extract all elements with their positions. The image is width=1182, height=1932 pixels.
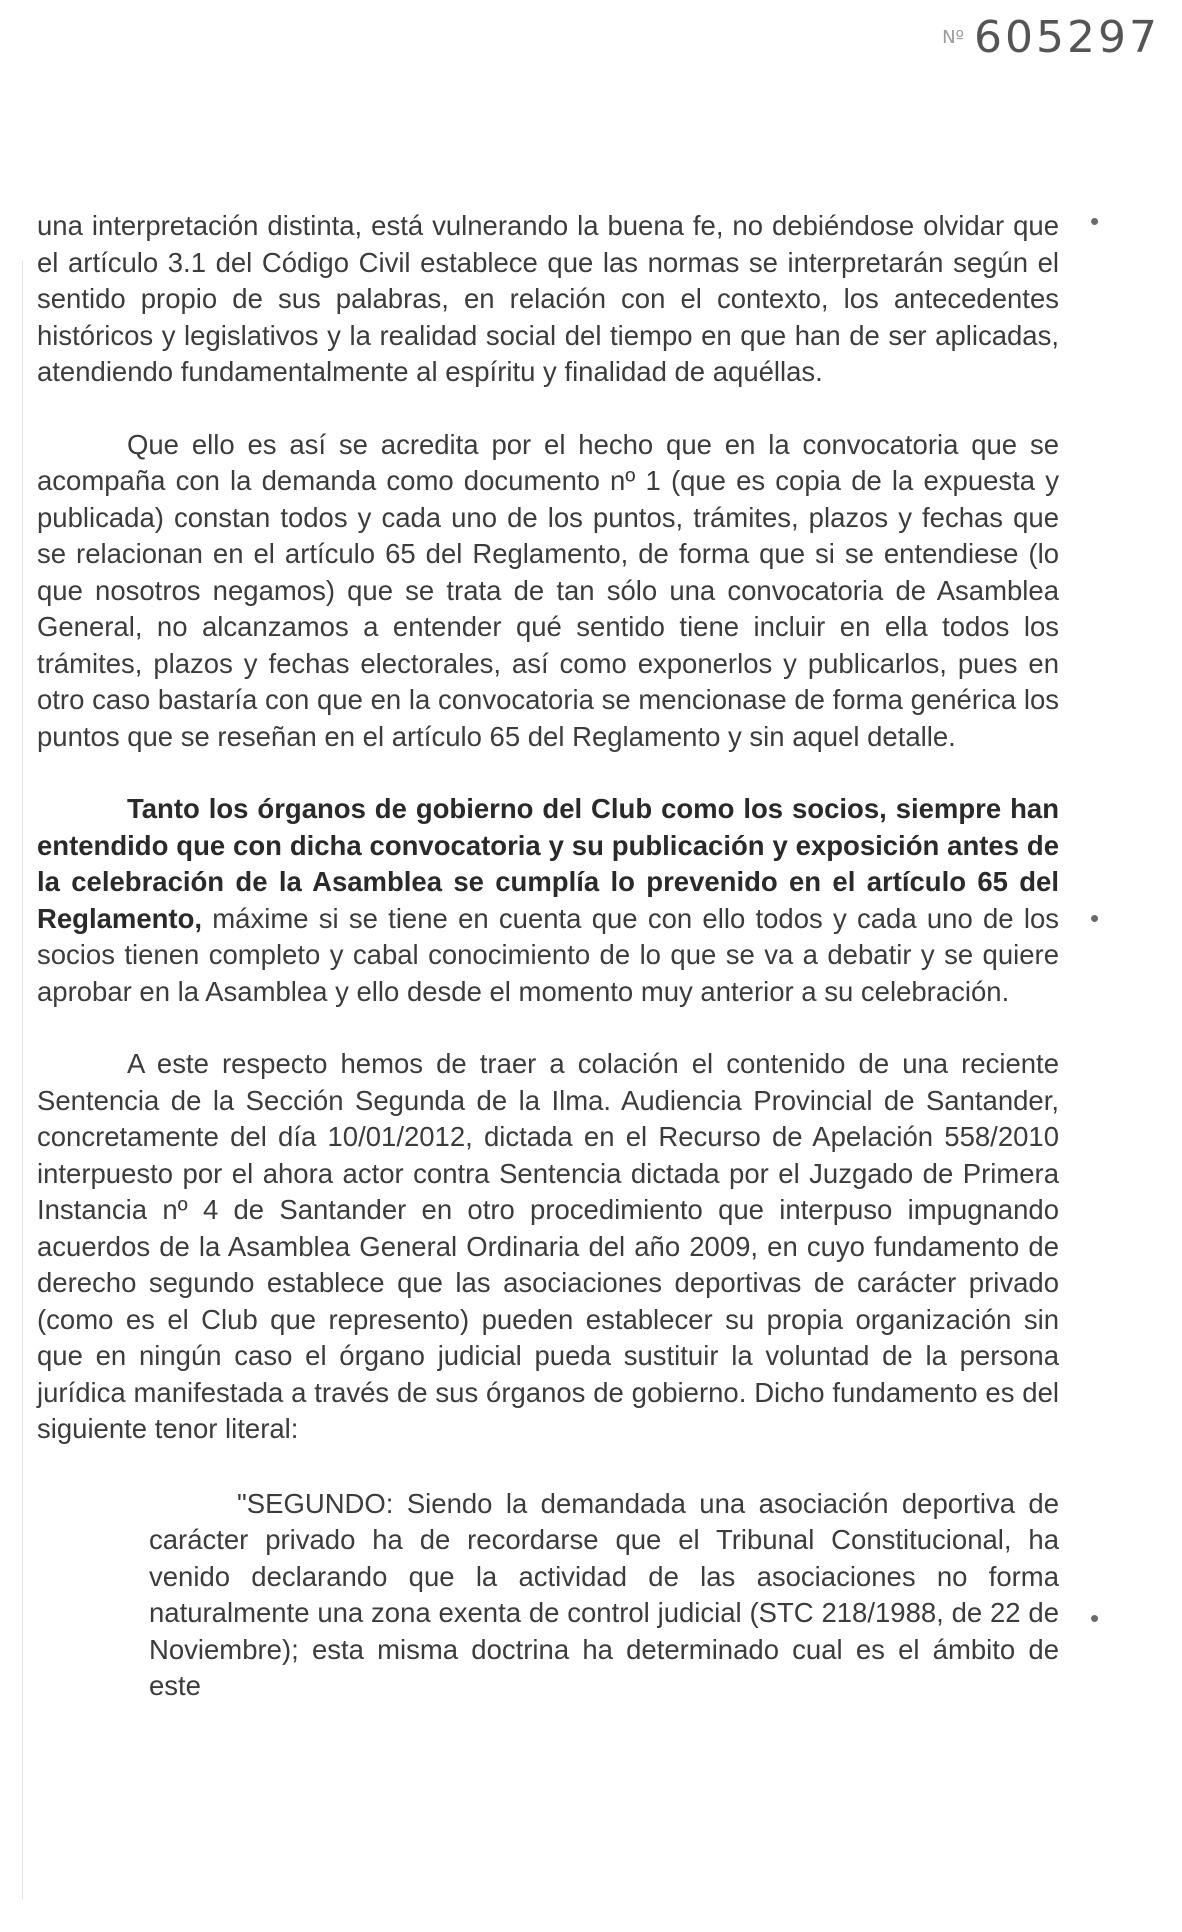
paragraph-4: A este respecto hemos de traer a colación el contenido de una reciente Sentencia de la Sección Segunda de la Ilma. Audiencia Provincial de Santander, concretamente del día 10/01/2012, dictada en el Recurso de Apelación 558/2010 interpuesto por el ahora actor contra Sentencia dictada por el Juzgado de Primera Instancia nº 4 de Santander en otro procedimiento que interpuso impugnando acuerdos de la Asamblea General Ordinaria del año 2009, en cuyo fundamento de derecho segundo establece que las asociaciones deportivas de carácter privado (como es el Club que represento) pueden establecer su propia organización sin que en ningún caso el órgano judicial pueda sustituir la voluntad de la persona jurídica manifestada a través de sus órganos de gobierno. Dicho fundamento es del siguiente tenor literal: — [37, 1048, 1059, 1444]
paragraph-3-bold: Tanto los órganos de gobierno del Club como los socios, siempre han entendido que con dicha convocatoria y su publicación y exposición antes de la celebración de la Asamblea se cumplía lo prevenido en el artículo 65 del Reglamento, — [37, 793, 1059, 934]
page-number-prefix: Nº — [942, 27, 965, 48]
block-quote: "SEGUNDO: Siendo la demandada una asociación deportiva de carácter privado ha de recordarse que el Tribunal Constitucional, ha venido declarando que la actividad de las asociaciones no forma naturalmente una zona exenta de control judicial (STC 218/1988, de 22 de Noviembre); esta misma doctrina ha determinado cual es el ámbito de este — [149, 1487, 1059, 1701]
page-number — [942, 12, 1160, 63]
paragraph-3 — [37, 791, 1059, 1010]
margin-mark: • — [1090, 206, 1100, 236]
paragraph-2: Que ello es así se acredita por el hecho que en la convocatoria que se acompaña con la demanda como documento nº 1 (que es copia de la expuesta y publicada) constan todos y cada uno de los puntos, trámites, plazos y fechas que se relacionan en el artículo 65 del Reglamento, de forma que si se entendiese (lo que nosotros negamos) que se trata de tan sólo una convocatoria de Asamblea General, no alcanzamos a entender qué sentido tiene incluir en ella todos los trámites, plazos y fechas electorales, así como exponerlos y publicarlos, pues en otro caso bastaría con que en la convocatoria se mencionase de forma genérica los puntos que se reseñan en el artículo 65 del Reglamento y sin aquel detalle. — [37, 428, 1059, 752]
paragraph-3-rest: máxime si se tiene en cuenta que con ello todos y cada uno de los socios tienen completo y cabal conocimiento de lo que se va a debatir y se quiere aprobar en la Asamblea y ello desde el momento muy anterior a su celebración. — [37, 902, 1059, 1007]
paragraph-1: una interpretación distinta, está vulnerando la buena fe, no debiéndose olvidar que el artículo 3.1 del Código Civil establece que las normas se interpretarán según el sentido propio de sus palabras, en relación con el contexto, los antecedentes históricos y legislativos y la realidad social del tiempo en que han de ser aplicadas, atendiendo fundamentalmente al espíritu y finalidad de aquéllas. — [37, 210, 1059, 387]
margin-mark: • — [1090, 1603, 1100, 1633]
margin-mark: • — [1090, 903, 1100, 933]
page-number-value: 605297 — [974, 12, 1160, 63]
document-body — [37, 208, 1059, 1705]
scan-margin-line — [22, 260, 23, 1900]
